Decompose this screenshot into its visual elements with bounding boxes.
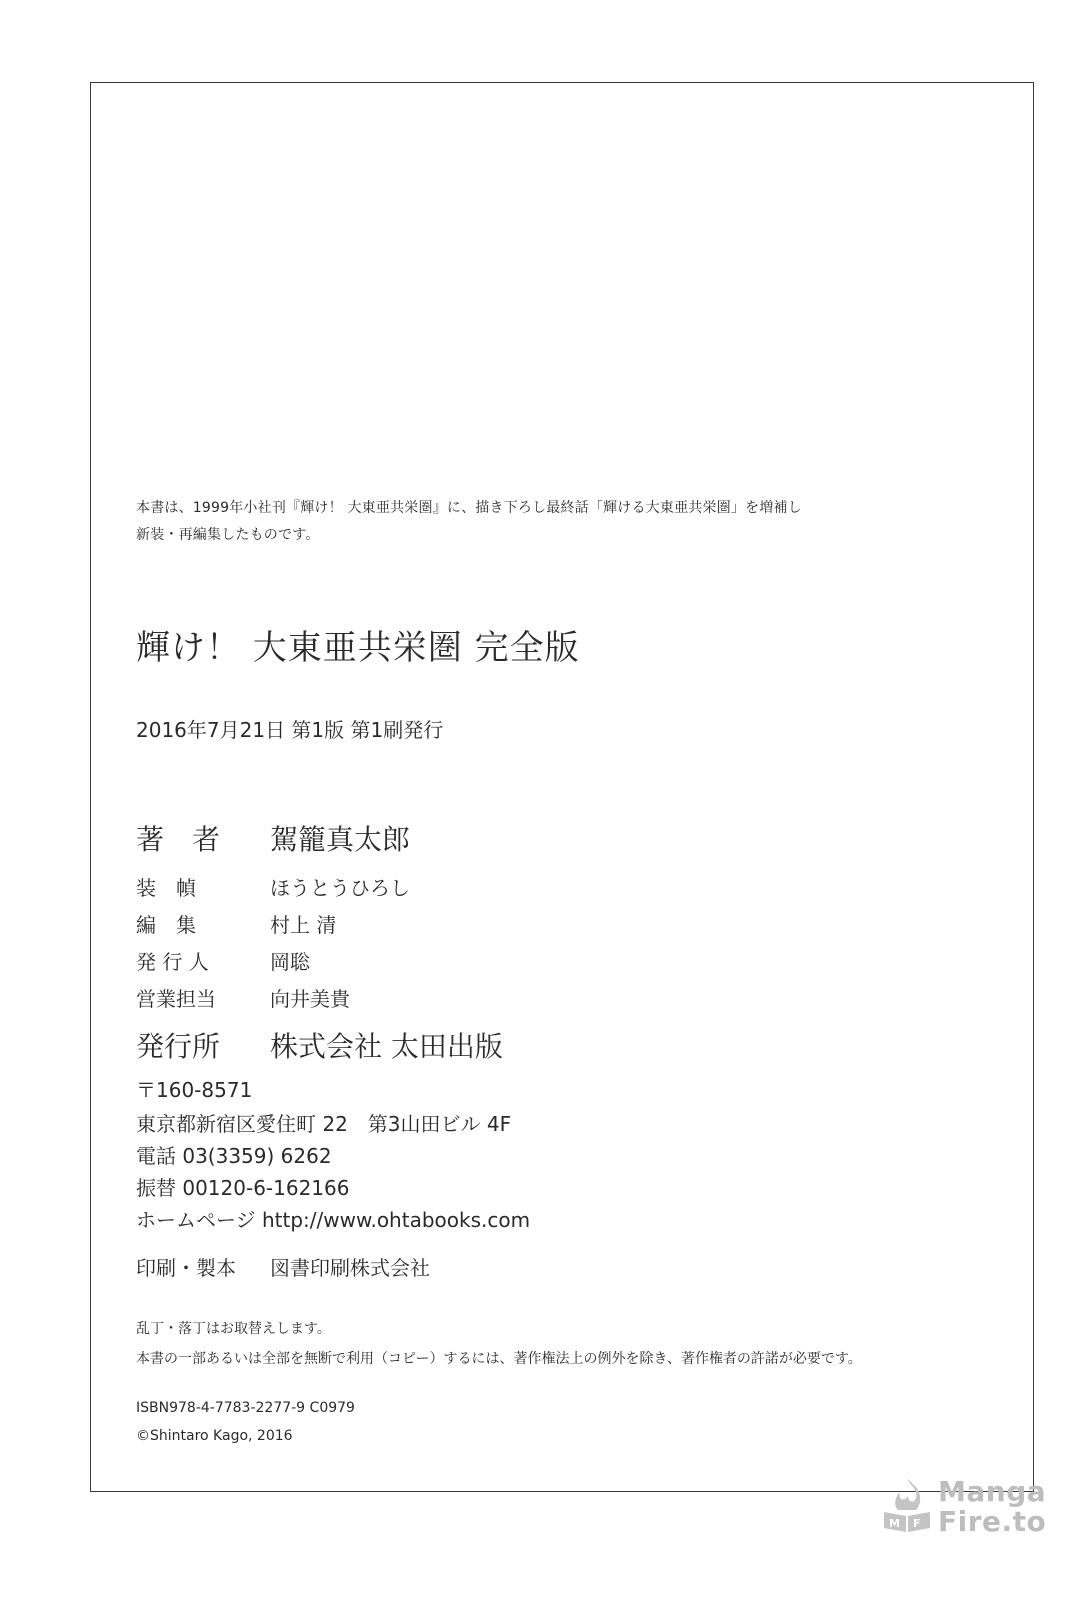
printing-value: 図書印刷株式会社 <box>270 1256 430 1280</box>
credit-label: 編 集 <box>136 913 196 937</box>
printing-label: 印刷・製本 <box>136 1256 236 1280</box>
watermark-line-2: Fire.to <box>938 1505 1047 1538</box>
credit-value: 駕籠真太郎 <box>270 823 411 856</box>
note-line-2: 新装・再編集したものです。 <box>136 527 320 543</box>
transfer-account: 振替 00120-6-162166 <box>136 1176 350 1200</box>
credit-value: 岡聡 <box>270 950 310 974</box>
credit-label: 発 行 人 <box>136 950 209 974</box>
credit-value: ほうとうひろし <box>270 876 410 900</box>
credit-label: 発行所 <box>136 1030 221 1063</box>
edition-date: 2016年7月21日 第1版 第1刷発行 <box>136 718 444 742</box>
watermark-line-1: Manga <box>938 1475 1047 1508</box>
credit-label: 営業担当 <box>136 987 216 1011</box>
book-title: 輝け！ 大東亜共栄圏 完全版 <box>136 628 580 668</box>
credit-publisher <box>136 1025 503 1065</box>
copyright-law-notice: 本書の一部あるいは全部を無断で利用（コピー）するには、著作権法上の例外を除き、著作権者の許諾が必要です。 <box>136 1351 862 1367</box>
credit-publisher-person <box>136 946 310 975</box>
watermark-logo <box>880 1470 1070 1540</box>
phone-number: 電話 03(3359) 6262 <box>136 1144 332 1168</box>
credit-label: 著 者 <box>136 823 221 856</box>
isbn: ISBN978-4-7783-2277-9 C0979 <box>136 1400 355 1416</box>
svg-text:F: F <box>913 1517 921 1530</box>
street-address: 東京都新宿区愛住町 22 第3山田ビル 4F <box>136 1112 512 1136</box>
credit-design <box>136 872 410 901</box>
credit-value: 向井美貴 <box>270 987 350 1011</box>
printing-binding <box>136 1252 430 1281</box>
credit-editor <box>136 909 336 938</box>
credit-label: 装 幀 <box>136 876 196 900</box>
credit-sales <box>136 983 350 1012</box>
credit-author <box>136 818 410 858</box>
credit-value: 村上 清 <box>270 913 337 937</box>
copyright: ©Shintaro Kago, 2016 <box>136 1428 293 1444</box>
note-line-1: 本書は、1999年小社刊『輝け！ 大東亜共栄圏』に、描き下ろし最終話「輝ける大東亜共栄圏」を増補し <box>136 500 802 516</box>
postal-code: 〒160-8571 <box>136 1078 253 1102</box>
flame-book-icon <box>880 1476 934 1534</box>
homepage-url: ホームページ http://www.ohtabooks.com <box>136 1208 531 1232</box>
exchange-notice: 乱丁・落丁はお取替えします。 <box>136 1321 331 1337</box>
svg-text:M: M <box>889 1517 900 1530</box>
credit-value: 株式会社 太田出版 <box>270 1030 503 1063</box>
